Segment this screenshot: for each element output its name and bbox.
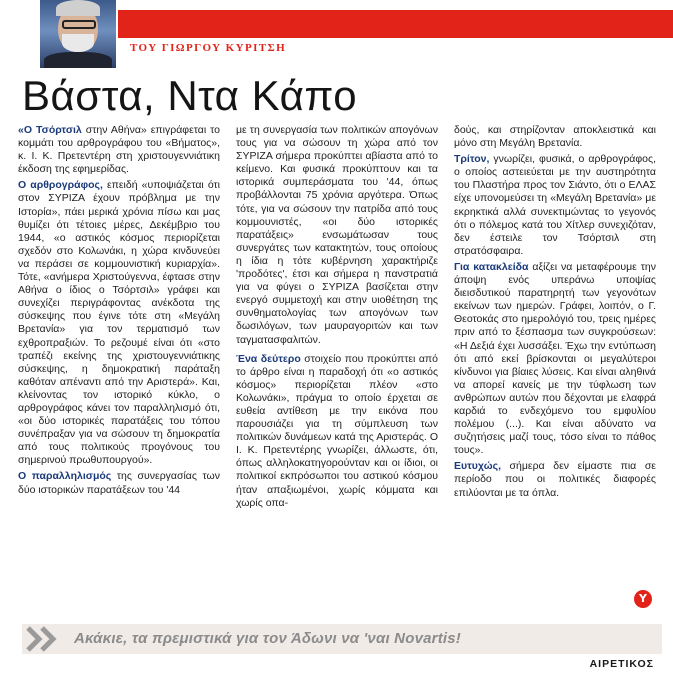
portrait-suit bbox=[44, 52, 112, 68]
column-2 bbox=[236, 124, 438, 513]
paragraph-text: γνωρίζει, φυσικά, ο αρθρογράφος, ο οποίος αστειεύεται με την αυστηρότητα του Πλαστήρα προς τον Σιάντο, ότι ο ΕΛΑΣ είχε υπονομεύσει τη «Μεγάλη Βρετανία» με εκρηκτικά αλλά συνεκτιμώντας το γεγονός ότι ο πόλεμος κατά του Χίτλερ συνεχιζόταν, δεν έστειλε τον Τσόρτσιλ στη στρατόσφαιρα. bbox=[454, 153, 656, 257]
article-title: Βάστα, Ντα Κάπο bbox=[22, 72, 358, 119]
paragraph bbox=[18, 124, 220, 176]
portrait-beard bbox=[62, 34, 94, 52]
paragraph-lead: Τρίτον, bbox=[454, 153, 490, 166]
paragraph-lead: «Ο Τσόρτσιλ bbox=[18, 124, 82, 136]
paragraph-text: επειδή «υποψιάζεται ότι στον ΣΥΡΙΖΑ έχουν πρόβλημα με την Ιστορία», πάει μερικά χρόνια πίσω και μας θυμίζει ότι τέτοιες μέρες, Δεκέμβριο του 1944, «ο αστικός κόσμος περιορίζεται σχεδόν στο Κολωνάκι, η χώρα κινδυνεύει να περάσει σε κομμουνιστική κυριαρχία». Τότε, «ανήμερα Χριστούγεννα, έφτασε στην Αθήνα ο ίδιος ο Τσόρτσιλ» γράφει και συνεχίζει περιγράφοντας ανέκδοτα της σύσκεψης που έγινε τότε στη «Μεγάλη Βρετανία» για τον τερματισμό των εχθροπραξιών. Το ρεζουμέ είναι ότι «στο τραπέζι εκείνης της χριστουγεννιάτικης σύσκεψης, η δημοκρατική παράταξη καθόταν απέναντι από την Αριστερά». Και, κλείνοντας τον ιστορικό κύκλο, ο αρθρογράφος κάνει τον παραλληλισμό ότι, «οι δύο ιστορικές παρατάξεις του τόπου συνέπραξαν για να σώσουν τη δημοκρατία από τους πολιτικούς προγόνους του σημερινού πρωθυπουργού». bbox=[18, 179, 220, 467]
paragraph bbox=[454, 460, 656, 499]
paragraph-lead: Ευτυχώς, bbox=[454, 460, 501, 473]
paragraph-text: σήμερα δεν είμαστε πια σε περίοδο που οι πολιτικές διαφορές επιλύονται με τα όπλα. bbox=[454, 460, 656, 499]
paragraph bbox=[18, 179, 220, 467]
paragraph bbox=[236, 353, 438, 510]
paragraph-text: της συνεργασίας των δύο ιστορικών παρατάξεων του '44 bbox=[18, 470, 220, 496]
portrait-hair bbox=[56, 0, 100, 16]
paragraph-lead: Για κατακλείδα bbox=[454, 260, 529, 273]
paragraph bbox=[454, 124, 656, 150]
article-body bbox=[18, 124, 663, 610]
paragraph-lead: Ο παραλληλισμός bbox=[18, 470, 112, 483]
paragraph bbox=[454, 261, 656, 457]
footer-headline: Ακάκιε, τα πρεμιστικά για τον Άδωνι να 'ναι Novartis! bbox=[74, 630, 461, 647]
portrait-glasses bbox=[62, 20, 96, 29]
paragraph bbox=[18, 470, 220, 496]
footer-teaser bbox=[22, 624, 662, 670]
paragraph-lead: Ένα δεύτερο bbox=[236, 352, 301, 365]
author-portrait bbox=[40, 0, 116, 68]
paragraph-text: με τη συνεργασία των πολιτικών απογόνων τους για να σώσουν τη χώρα από τον ΣΥΡΙΖΑ σήμερα προκύπτει αβίαστα από το κείμενο. Και φυσικά προκύπτουν και τα ιστορικά συμπεράσματα του '44, όπως προβάλλονται 75 χρόνια αργότερα. Όπως τότε, για να σώσουν την πατρίδα από τους κομμουνιστές, «οι δύο ιστορικές παρατάξεις» ενσωμάτωσαν τους συνεργάτες των κατακτητών, τους οποίους η ίδια η τότε κυβέρνηση χαρακτήριζε 'προδότες', έτσι και σήμερα η πανστρατιά για να φύγει ο ΣΥΡΙΖΑ βασίζεται στην ενεργό συμμετοχή και στην υιοθέτηση της συνθηματολογίας των απογόνων των δωσιλόγων, των μαυραγοριτών και των ταγματασφαλιτών. bbox=[236, 124, 438, 346]
paragraph-text: δούς, και στηρίζονταν αποκλειστικά και μόνο στη Μεγάλη Βρετανία. bbox=[454, 124, 656, 150]
double-chevron-icon bbox=[22, 624, 66, 654]
author-byline: ΤΟΥ ΓΙΩΡΓΟΥ ΚΥΡΙΤΣΗ bbox=[130, 42, 287, 54]
footer-signature: ΑΙΡΕΤΙΚΟΣ bbox=[589, 658, 654, 670]
paragraph bbox=[236, 124, 438, 347]
paragraph-text: στην Αθήνα» επιγράφεται το κομμάτι του αρθρογράφου του «Βήματος», κ. Ι. Κ. Πρετεντέρη στη χριστουγεννιάτικη έκδοση της εφημερίδας. bbox=[18, 124, 220, 176]
paragraph-text: στοιχείο που προκύπτει από το άρθρο είναι η παραδοχή ότι «ο αστικός κόσμος» περιορίζεται πλέον «στο Κολωνάκι», πράγμα το οποίο έρχεται σε ευθεία αντίθεση με την εικόνα που παρουσιάζει για τη σύμπλευση των πολιτικών δυνάμεων κατά της Αριστεράς. Ο Ι. Κ. Πρετεντέρης γνωρίζει, άλλωστε, ότι, όπως αλληλοκατηγορούνταν και οι ίδιοι, οι πολιτικοί εκπρόσωποι του αστικού κόσμου ήταν απαξιωμένοι, χωρίς κόμματα και χωρίς οπα- bbox=[236, 352, 438, 509]
column-1 bbox=[18, 124, 220, 500]
column-3 bbox=[454, 124, 656, 503]
end-mark-icon: Y bbox=[634, 590, 652, 608]
paragraph-lead: Ο αρθρογράφος, bbox=[18, 179, 103, 192]
paragraph bbox=[454, 153, 656, 258]
header-red-band bbox=[118, 10, 673, 38]
paragraph-text: αξίζει να μεταφέρουμε την άποψη ενός υπεράνω υποψίας διεισδυτικού παρατηρητή των γεγονότων εκείνων των ημερών. Γράφει, λοιπόν, ο Γ. Θεοτοκάς στο ημερολόγιό του, τρεις ημέρες πριν από το ξέσπασμα των συγκρούσεων: «Η Δεξιά έχει λυσσάξει. Έχω την εντύπωση ότι από εκεί βρίσκονται οι μεγαλύτεροι κίνδυνοι για βίαιες λύσεις. Και είναι αληθινά να απορεί κανείς με την τύφλωση των ανθρώπων αυτών που δέχονται με ελαφρά καρδιά το ενδεχόμενο του εμφυλίου πολέμου (...). Και είναι αδύνατο να συζητήσεις μαζί τους, τόσο είναι το πάθος τους». bbox=[454, 260, 656, 457]
